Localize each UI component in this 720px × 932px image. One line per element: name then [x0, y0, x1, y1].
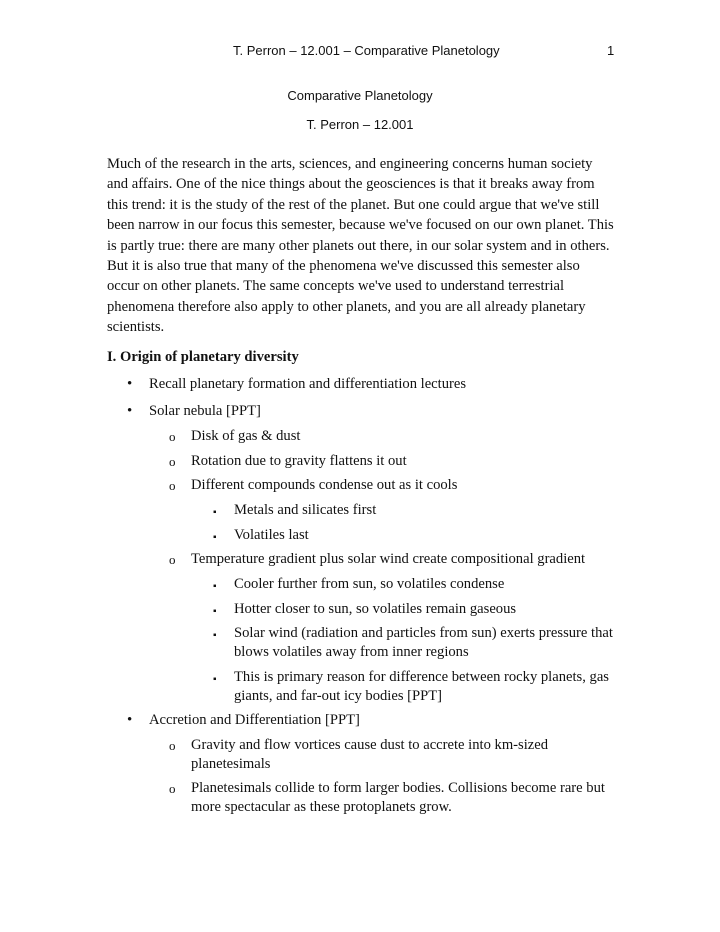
list-item-text: Solar nebula [PPT]	[149, 403, 261, 419]
list-item-text: Cooler further from sun, so volatiles condense	[234, 576, 505, 592]
square-bullet-icon: ▪	[213, 630, 217, 641]
list-item-text: Hotter closer to sun, so volatiles remain gaseous	[234, 601, 517, 617]
list-item-text: Accretion and Differentiation [PPT]	[149, 712, 360, 728]
square-bullet-icon: ▪	[213, 606, 217, 617]
bullet-icon: •	[127, 712, 133, 728]
square-bullet-icon: ▪	[213, 581, 217, 592]
list-item-text: This is primary reason for difference between rocky planets, gas giants, and far-out icy bodies [PPT]	[234, 669, 609, 704]
list-item-text: Different compounds condense out as it cools	[191, 477, 458, 493]
list-item-text: Volatiles last	[234, 527, 309, 543]
list-item	[127, 375, 619, 394]
list-item	[213, 501, 614, 520]
circle-bullet-icon: o	[169, 478, 176, 493]
circle-bullet-icon: o	[169, 781, 176, 796]
list-item-text: Recall planetary formation and differentiation lectures	[149, 376, 467, 392]
list-item-text: Temperature gradient plus solar wind create compositional gradient	[191, 551, 586, 567]
list-item-text: Solar wind (radiation and particles from sun) exerts pressure that blows volatiles away from inner regions	[234, 625, 613, 660]
list-item	[169, 452, 611, 471]
bullet-icon: •	[127, 403, 133, 419]
list-item-text: Gravity and flow vortices cause dust to accrete into km-sized planetesimals	[191, 737, 549, 772]
section-heading: I. Origin of planetary diversity	[107, 349, 299, 365]
list-item	[127, 402, 619, 421]
circle-bullet-icon: o	[169, 552, 176, 567]
list-item	[169, 779, 611, 817]
list-item	[169, 476, 611, 495]
document-title: Comparative Planetology	[287, 88, 433, 103]
list-item	[213, 600, 614, 619]
list-item-text: Planetesimals collide to form larger bodies. Collisions become rare but more spectacular as these protoplanets grow.	[191, 780, 605, 815]
square-bullet-icon: ▪	[213, 532, 217, 543]
list-item	[213, 575, 614, 594]
document-subtitle: T. Perron – 12.001	[306, 117, 414, 132]
list-item	[169, 550, 611, 569]
list-item-text: Metals and silicates first	[234, 502, 377, 518]
list-item-text: Rotation due to gravity flattens it out	[191, 453, 407, 469]
bullet-icon: •	[127, 376, 133, 392]
list-item	[213, 526, 614, 545]
list-item	[213, 668, 614, 706]
square-bullet-icon: ▪	[213, 674, 217, 685]
list-item	[127, 711, 619, 730]
list-item	[169, 427, 611, 446]
intro-paragraph: Much of the research in the arts, sciences, and engineering concerns human society and affairs. One of the nice things about the geosciences is that it breaks away from this trend: it is the study of the rest of the planet. But one could argue that we've still been narrow in our focus this semester, because we've focused on our own planet. This is partly true: there are many other planets out there, in our solar system and in others. But it is also true that many of the phenomena we've discussed this semester also occur on other planets. The same concepts we've used to understand terrestrial phenomena therefore also apply to other planets, and you are all already planetary scientists.	[107, 156, 614, 336]
circle-bullet-icon: o	[169, 429, 176, 444]
circle-bullet-icon: o	[169, 454, 176, 469]
square-bullet-icon: ▪	[213, 507, 217, 518]
list-item-text: Disk of gas & dust	[191, 428, 301, 444]
page-number: 1	[607, 43, 615, 58]
list-item	[213, 624, 614, 662]
list-item	[169, 736, 611, 774]
circle-bullet-icon: o	[169, 738, 176, 753]
running-header-title: T. Perron – 12.001 – Comparative Planetology	[233, 43, 500, 58]
